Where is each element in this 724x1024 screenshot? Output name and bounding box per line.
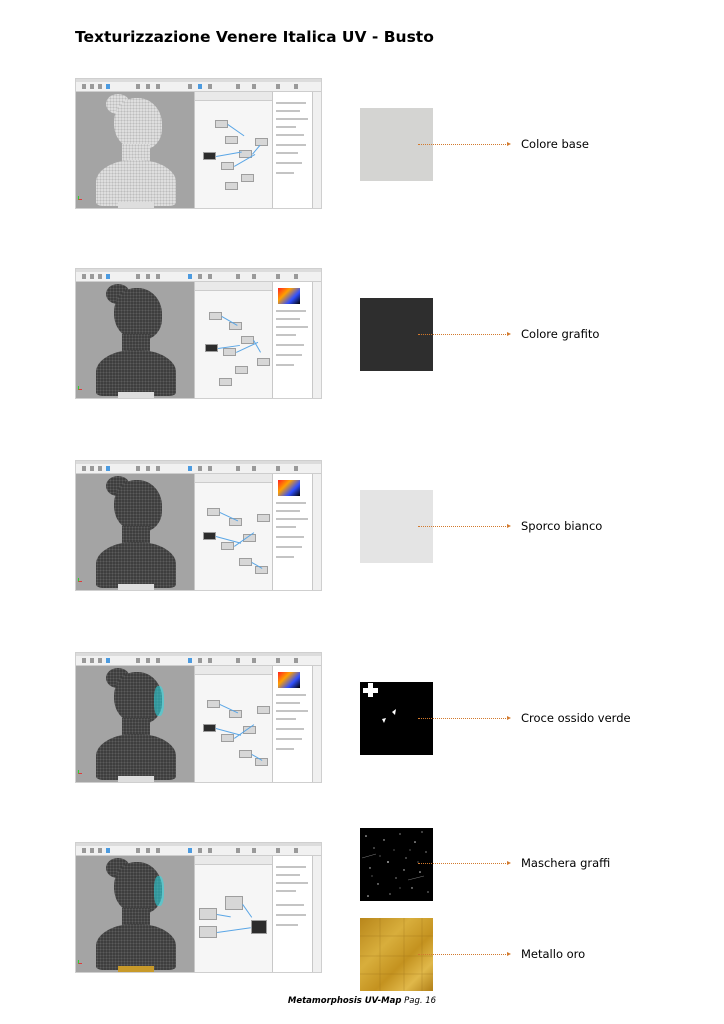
leader-arrow <box>418 954 508 955</box>
page-footer <box>0 996 724 1006</box>
toolbar <box>76 464 321 474</box>
scratch-noise-icon <box>360 828 433 901</box>
texture-label: Maschera graffi <box>521 856 611 870</box>
bust-model <box>114 480 162 532</box>
leader-arrow <box>418 718 508 719</box>
leader-arrow <box>418 334 508 335</box>
page-number: Pag. 16 <box>404 996 437 1006</box>
step-row-sporco-bianco <box>0 460 724 600</box>
green-oxide-mark <box>154 876 164 906</box>
layer-list <box>312 666 322 783</box>
color-picker <box>278 672 300 688</box>
bust-model <box>114 98 162 150</box>
page-title: Texturizzazione Venere Italica UV - Busto <box>75 28 434 46</box>
axis-gizmo <box>78 196 82 200</box>
properties-panel <box>272 92 312 209</box>
node-graph <box>194 666 272 783</box>
texture-label: Croce ossido verde <box>521 711 631 725</box>
leader-arrow <box>418 863 508 864</box>
software-screenshot <box>75 652 322 783</box>
node-graph <box>194 92 272 209</box>
step-row-croce-ossido-verde <box>0 652 724 792</box>
leader-arrow <box>418 526 508 527</box>
axis-gizmo <box>78 960 82 964</box>
axis-gizmo <box>78 770 82 774</box>
node-graph <box>194 856 272 973</box>
color-picker <box>278 480 300 496</box>
toolbar <box>76 82 321 92</box>
footer-title: Metamorphosis UV-Map <box>287 996 402 1006</box>
leader-arrow <box>418 144 508 145</box>
software-screenshot <box>75 268 322 399</box>
properties-panel <box>272 666 312 783</box>
software-screenshot <box>75 78 322 209</box>
layer-list <box>312 92 322 209</box>
3d-viewport <box>76 92 194 209</box>
scratch-mask-texture <box>360 828 433 901</box>
axis-gizmo <box>78 578 82 582</box>
layer-list <box>312 474 322 591</box>
gold-base <box>118 966 154 973</box>
layer-list <box>312 282 322 399</box>
toolbar <box>76 656 321 666</box>
3d-viewport <box>76 856 194 973</box>
3d-viewport <box>76 474 194 591</box>
properties-panel <box>272 856 312 973</box>
node-graph <box>194 282 272 399</box>
3d-viewport <box>76 282 194 399</box>
toolbar <box>76 846 321 856</box>
toolbar <box>76 272 321 282</box>
node-graph <box>194 474 272 591</box>
step-row-colore-grafito <box>0 268 724 408</box>
green-oxide-mark <box>154 686 164 716</box>
software-screenshot <box>75 842 322 973</box>
axis-gizmo <box>78 386 82 390</box>
3d-viewport <box>76 666 194 783</box>
software-screenshot <box>75 460 322 591</box>
texture-label: Colore grafito <box>521 327 600 341</box>
texture-label: Sporco bianco <box>521 519 603 533</box>
bust-model <box>114 288 162 340</box>
texture-label: Metallo oro <box>521 947 586 961</box>
step-row-colore-base <box>0 78 724 218</box>
properties-panel <box>272 474 312 591</box>
texture-label: Colore base <box>521 137 589 151</box>
step-row-maschera-graffi <box>0 828 724 998</box>
properties-panel <box>272 282 312 399</box>
layer-list <box>312 856 322 973</box>
color-picker <box>278 288 300 304</box>
